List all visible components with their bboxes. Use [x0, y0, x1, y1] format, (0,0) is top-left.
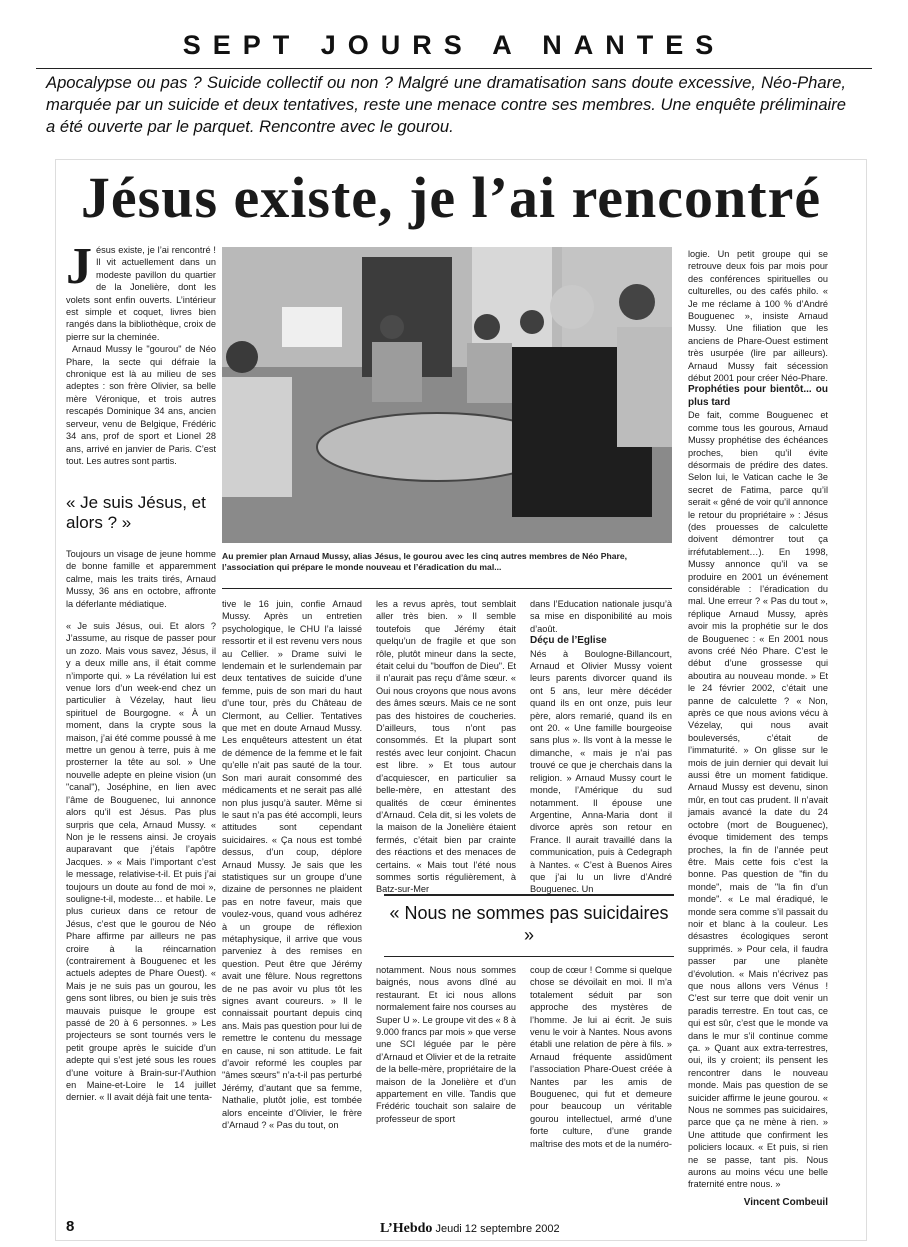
- subhead-eglise: Déçu de l’Eglise: [530, 635, 607, 647]
- column-2: tive le 16 juin, confie Arnaud Mussy. Après un entretien psychologique, le CHU l’a laissé ressortir et il est revenu vers nous au Cellier. » Drame suivi le lendemain et le surlendemain par deux tentatives de suicide d’une femme, puis de son mari du haut d’une tour, près du Château de Clermont, au Cellier. Tentatives que met en doute Arnaud Mussy. Les enquêteurs attestent un état de démence de la femme et le fait qu’elle n’ait pas sauté de la tour. Son mari aurait consommé des médicaments et ne serait pas allé non plus jusqu’à sauter. Même si le saut n’a pas été accompli, leurs attitudes sont cependant suicidaires. « Ça nous est tombé dessus, d’un coup, déplore Arnaud Mussy. Je sais que les statistiques sur un groupe d’une dizaine de personnes ne plaident pas en notre faveur, mais que voulez-vous, quand vous adhérez à un groupe de réflexion métaphysique, il arrive que vous parveniez à des remises en question. Peut être que Jérémy avait une fêlure. Nous regrettons de ne pas avoir vu plus tôt les signes avant coureurs. » Il le connaissait pourtant depuis cinq ans. Mais pas question pour lui de remettre le contenu du message en cause, ni son attitude. Le fait d’avoir reformé les couples par "âmes sœurs" n’a-t-il pas perturbé Jérémy, d’autant que sa femme, Nathalie, plutôt jolie, est tombée alors enceinte d’Olivier, le frère d’Arnaud ? « Pas du tout, on: [222, 599, 362, 1131]
- column-4: [530, 598, 672, 898]
- pull-quote-rule-top: [384, 894, 674, 896]
- column-1-bottom: « Je suis Jésus, oui. Et alors ? J’assume, au risque de passer pour un zozo. Mais vous savez, Jésus, il y a deux mille ans, il était comme n’importe qui. » La révélation lui est venue lors d’un week-end chez un particulier à Vézelay, haut lieu spirituel de Bourgogne. « À un moment, dans la crypte sous la maison, j’ai été comme poussé à me mettre un genou à terre, puis à me prosterner la tête au sol. » Une nouvelle adepte en pleine vision (un "canal"), Joséphine, en lien avec l’âme de Bouguenec, lui annonce alors qu’il est Jésus. Pas plus surpris que cela, Arnaud Mussy. « Non je le ressens ainsi. Je croyais auparavant que j’étais l’apôtre Jacques. » « Mais l’important c’est le message, relativise-t-il. Et puis j’ai toujours un doute au fond de moi », souligne-t-il, modeste… et habile. Le plus curieux dans ce retour de Jésus, c’est que le gourou de Néo Phare affirme par ailleurs ne pas croire à la réincarnation (contrairement à Bouguenec et les actuels adeptes de Phare Ouest). « Mais je ne suis pas un gourou, les gens sont libres, ou bien je suis très mauvais puisque le groupe est passé de 20 à 6 personnes. » Les projecteurs se sont tournés vers le petit groupe après le suicide d’un adepte qui s’est jeté sous les roues d’une voiture à Brain-sur-l’Authion en Maine-et-Loire le 14 juillet dernier. « Il avait déjà fait une tenta-: [66, 621, 216, 1103]
- section-rule: [36, 68, 872, 69]
- column-3: les a revus après, tout semblait aller très bien. » Il semble toutefois que Jérémy était quelqu’un de fragile et que son rôle, plutôt mineur dans la secte, était celui du "bouffon de Dieu". Et il n’aurait pas reçu d’âme sœur. « Oui nous croyons que nous avons des âmes sœurs. Mais ce ne sont pas des histoires de coucheries. D’ailleurs, tous n’ont pas consommés. Et la plupart sont restés avec leur conjoint. Chacun est libre. » Et tous autour d’acquiescer, en particulier sa belle-mère, en attestant des qualités de cœur éminentes d’Arnaud. Cela dit, si les volets de la maison de la Jonelière étaient fermés, c’était bien par crainte des réactions et des menaces de certains. « Mais tout l’été nous sommes sortis régulièrement, à Batz-sur-Mer: [376, 599, 516, 895]
- column-5-body: De fait, comme Bouguenec et comme tous les gourous, Arnaud Mussy prophétise des échéances proches, bien qu’il évite désormais de prédire des dates. Selon lui, le Vatican cache le 3e secret de Fatima, parce qu’il serait « gêné de voir qu’il annonce le retour du propriétaire » : Jésus (des prouesses de calculette doivent démontrer tout ça irréfutablement…). En 1998, Mussy annonce qu’il va se produire en 2001 un événement considérable : l’éradication du mal. Une erreur ? « Pas du tout », réplique Arnaud Mussy, après avoir mis la prophétie sur le dos de Bouguenec : « En 2001 nous avons créé Néo Phare. C’est le début d’une grossesse qui aboutira au nouveau monde. » Et le 24 février 2002, c’était une panne de calculette ? « Non, après ce que nous avions vécu à Vézelay, qui nous avait bouleversés, c’était de l’immaturité. » On glisse sur le mois de juin dernier qui devait lui aussi être un moment fatidique. Arnaud Mussy est devenu, sinon mûr, en tout cas prudent. Il n’avait jamais avancé la date du 24 octobre (mort de Bouguenec), évoque timidement des temps proches, la fin de l’année peut être. Mais cette fois c’est la bonne. Pas question de "fin du monde", mais de "la fin d’un monde". « Le mal éradiqué, le monde sera comme s’il passait du noir et blanc à la couleur. Les désastres écologiques seront supprimés. » Pour cela, il faudra passer par une planète d’évolution. « Mais n’écrivez pas que nous allons vers Vénus ! C’est sur terre que doit venir un paradis terrestre. En tout cas, ce qui est sûr, c’est que le monde va dans le mur s’il continue comme ça. » Quant aux extra-terrestres, oui, ils y croient; ils pensent les rencontrer dans le nouveau monde. Mais pas question de se suicider affirme le jeune gourou. « Nous ne sommes pas suicidaires, parce que ça ne mène à rien. » Une attitude que confirment les policiers locaux. « Et puis, si rien ne se passe, tant pis. Nous aurons au moins vécu une belle fraternité entre nous. »: [688, 410, 828, 1190]
- standfirst: Apocalypse ou pas ? Suicide collectif ou non ? Malgré une dramatisation sans doute excessive, Néo-Phare, marquée par un suicide et deux tentatives, reste une menace contre ses membres. Une enquête préliminaire a été ouverte par le parquet. Rencontre avec le gourou.: [46, 73, 846, 136]
- subhead-propheties: Prophéties pour bientôt... ou plus tard: [688, 384, 828, 408]
- column-1-after: Toujours un visage de jeune homme de bonne famille et apparemment calme, mais les traits tirés, Arnaud Mussy, 36 ans en octobre, affronte la déferlante médiatique.: [66, 549, 216, 609]
- drop-cap: J: [66, 238, 92, 295]
- column-1-top: [66, 238, 216, 467]
- column-4-intro: dans l’Education nationale jusqu’à sa mise en disponibilité au mois d’août.: [530, 599, 672, 634]
- intro-paragraph-2: Arnaud Mussy le "gourou" de Néo Phare, la secte qui défraie la chronique est là au milieu de ses adeptes : son frère Olivier, sa belle mère Véronique, et trois autres rescapés Dominique 34 ans, ancien serveur, venu de Belgique, Frédéric 34 ans, prof de sport et Lionel 28 ans, arrivé en janvier de Paris. C’est tout. Les autres sont partis.: [66, 344, 216, 466]
- footer-date: Jeudi 12 septembre 2002: [435, 1223, 560, 1235]
- byline: Vincent Combeuil: [743, 1196, 828, 1208]
- pull-quote-suicidaires: « Nous ne sommes pas suicidaires »: [389, 903, 669, 945]
- column-4-body: Nés à Boulogne-Billancourt, Arnaud et Olivier Mussy voient leurs parents divorcer quand ils ont 5 ans, leur mère décéder quand ils en ont onze, puis leur père, alors remarié, quand ils en ont 20. « Une famille bourgeoise sans plus ». Ils vont à la messe le dimanche, « mais je n’ai pas trouvé ce que je cherchais dans la religion. » Arnaud Mussy court le monde, l’Amérique du sud notamment. Il épouse une Argentine, Anna-Maria dont il divorce après son retour en France. Il aurait travaillé dans la communication, puis à Cedegraph à Nantes. « C’est à Buenos Aires que j’ai lu un livre d’André Bouguenec. Un: [530, 648, 672, 895]
- column-5: [688, 248, 828, 1208]
- photo-caption: Au premier plan Arnaud Mussy, alias Jésus, le gourou avec les cinq autres membres de Néo Phare, l’association qui prépare le monde nouveau et l’éradication du mal...: [222, 551, 628, 572]
- pull-quote-rule-bottom: [384, 956, 674, 957]
- section-title: SEPT JOURS A NANTES: [182, 30, 726, 60]
- footer: [380, 1221, 560, 1237]
- intro-paragraph: ésus existe, je l’ai rencontré ! Il vit actuellement dans un modeste pavillon du quartier de la Jonelière, dont les volets sont enfin ouverts. L’intérieur est simple et coquet, livres bien rangés dans la bibliothèque, croix de pierre sur la cheminée.: [66, 245, 216, 342]
- column-4-bottom: coup de cœur ! Comme si quelque chose se dévoilait en moi. Il m’a totalement séduit par son approche des mystères de l’homme. Je lui ai écrit. Je suis venu le voir à Nantes. Nous avons établi une relation de père à fils. » Arnaud fréquente assidûment l’association Phare-Ouest créée à Nantes par les amis de Bouguenec, qui fut et demeure pour beaucoup un véritable gourou intellectuel, armé d’une forte culture, d’une grande maîtrise des mots et de la numéro-: [530, 965, 672, 1149]
- column-3-bottom: notamment. Nous nous sommes baignés, nous avons dîné au restaurant. Et ici nous allons normalement faire nos courses au Super U ». Le groupe vit des « 8 à 9.000 francs par mois » que verse une SCI léguée par le père d’Arnaud et Olivier et de la retraite de la belle-mère, propriétaire de la maison de la Jonelière et d’un appartement en ville. Tandis que Frédéric touchait son salaire de professeur de sport: [376, 965, 516, 1124]
- caption-rule: [222, 588, 672, 589]
- pull-quote-jesus: « Je suis Jésus, et alors ? »: [66, 493, 206, 532]
- headline: Jésus existe, je l’ai rencontré: [80, 165, 822, 230]
- footer-brand: L’Hebdo: [380, 1221, 433, 1236]
- page-number: 8: [66, 1218, 75, 1235]
- group-photo-image: [222, 247, 672, 543]
- group-photo: [222, 247, 672, 543]
- column-5-intro: logie. Un petit groupe qui se retrouve deux fois par mois pour des conférences spirituelles ou culturelles, ou des cafés philo. « Je me réclame à 100 % d’André Bouguenec », insiste Arnaud Mussy. Une filiation que les anciens de Phare-Ouest estiment très usurpée (lire par ailleurs). Arnaud Mussy fait sécession début 2001 pour créer Néo-Phare.: [688, 249, 828, 384]
